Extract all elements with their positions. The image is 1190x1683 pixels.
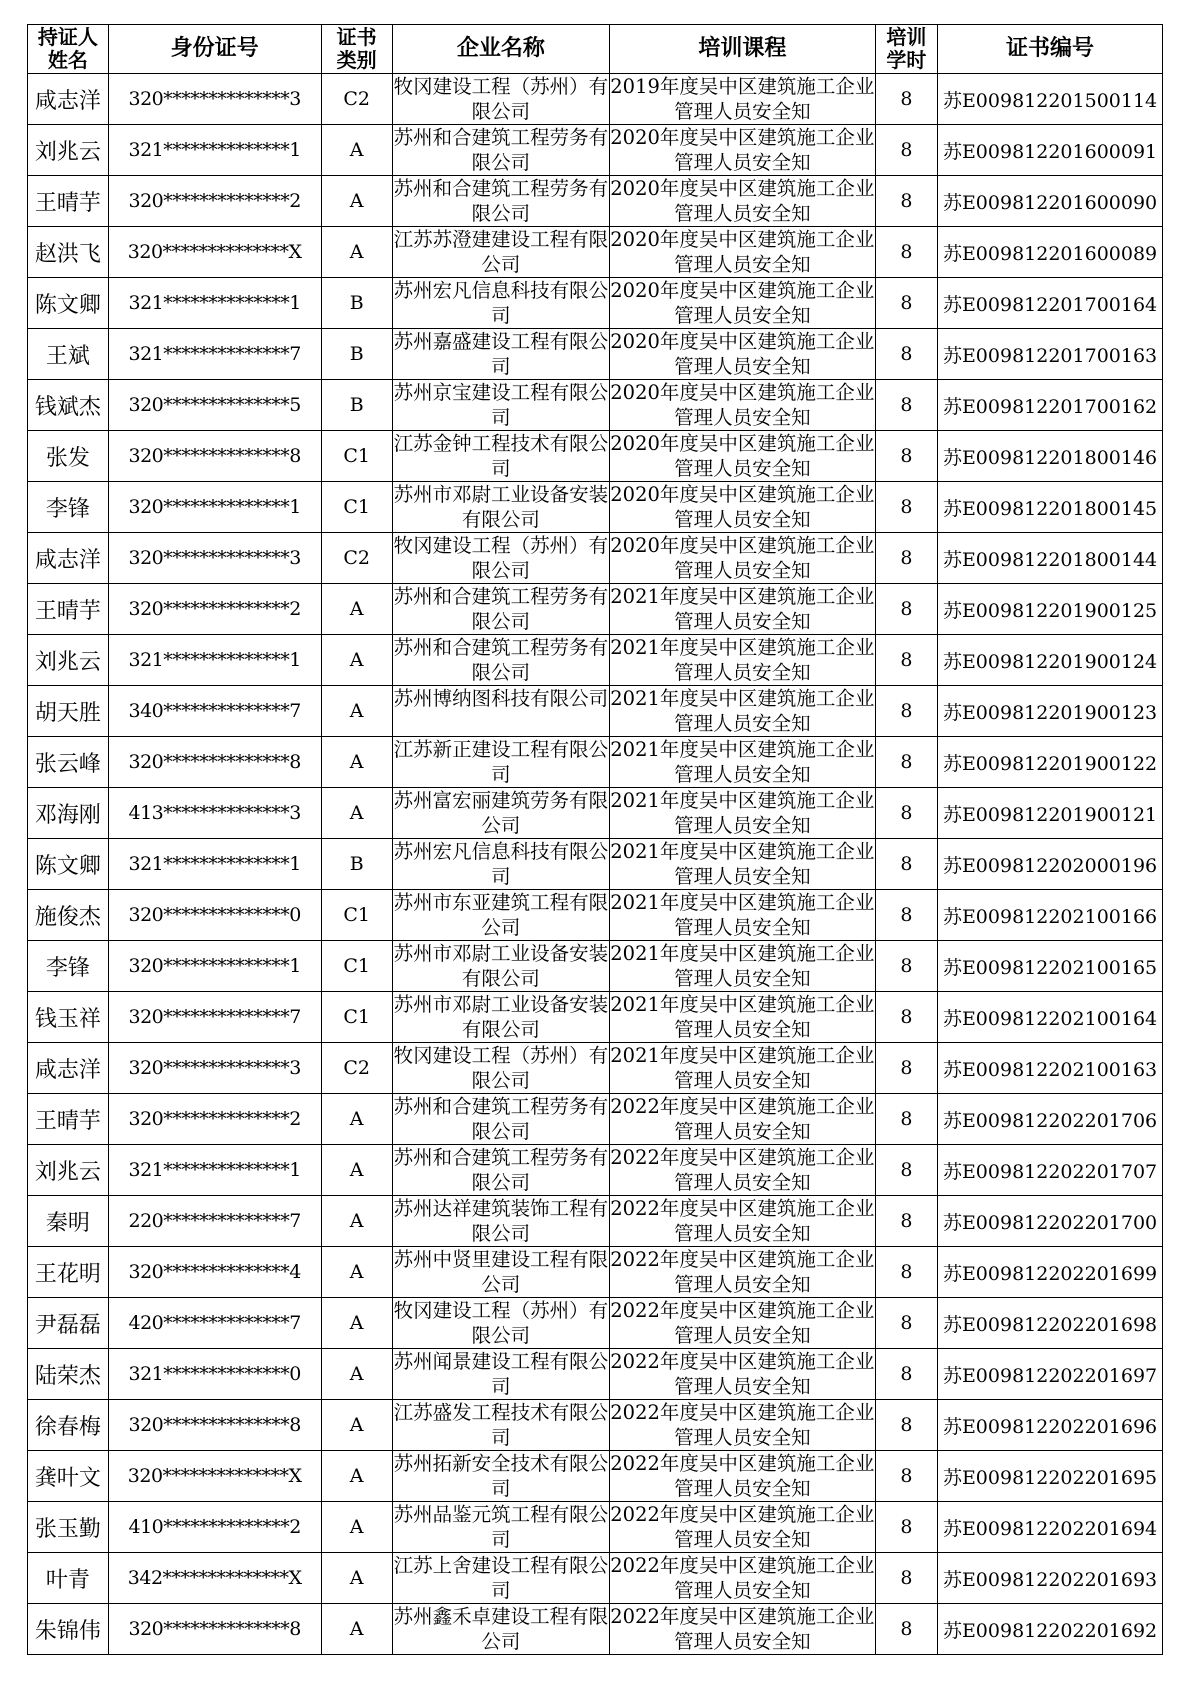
holder-name-cell: 张云峰 [28, 737, 109, 788]
training-course-cell: 2021年度吴中区建筑施工企业管理人员安全知 [610, 993, 875, 1041]
cert-number-cell: 苏E009812202201696 [938, 1400, 1163, 1451]
cert-number-cell: 苏E009812202201693 [938, 1553, 1163, 1604]
table-row [28, 890, 1163, 941]
table-row [28, 227, 1163, 278]
cert-category-cell: C1 [321, 941, 392, 992]
training-course-cell: 2020年度吴中区建筑施工企业管理人员安全知 [610, 228, 875, 276]
table-row [28, 482, 1163, 533]
holder-name-cell: 张发 [28, 431, 109, 482]
holder-name-cell: 钱玉祥 [28, 992, 109, 1043]
training-hours-cell: 8 [875, 1145, 937, 1196]
cert-number-cell: 苏E009812201700162 [938, 380, 1163, 431]
cert-number-cell: 苏E009812202201699 [938, 1247, 1163, 1298]
cert-category-cell: B [321, 329, 392, 380]
holder-name-cell: 张玉勤 [28, 1502, 109, 1553]
cert-number-cell: 苏E009812202201695 [938, 1451, 1163, 1502]
id-number-cell: 320**************8 [108, 1604, 321, 1655]
holder-name-cell: 施俊杰 [28, 890, 109, 941]
company-name-cell: 苏州和合建筑工程劳务有限公司 [393, 585, 609, 633]
id-number-cell: 342**************X [108, 1553, 321, 1604]
company-name-cell: 江苏苏澄建建设工程有限公司 [393, 228, 609, 276]
holder-name-cell: 朱锦伟 [28, 1604, 109, 1655]
cert-number-cell: 苏E009812201900124 [938, 635, 1163, 686]
id-number-cell: 320**************3 [108, 74, 321, 125]
cert-number-cell: 苏E009812201800145 [938, 482, 1163, 533]
table-row [28, 788, 1163, 839]
cert-category-cell: A [321, 1247, 392, 1298]
training-course-cell: 2020年度吴中区建筑施工企业管理人员安全知 [610, 279, 875, 327]
cert-number-cell: 苏E009812201500114 [938, 74, 1163, 125]
training-course-cell: 2022年度吴中区建筑施工企业管理人员安全知 [610, 1248, 875, 1296]
id-number-cell: 320**************1 [108, 482, 321, 533]
company-name-cell: 苏州富宏丽建筑劳务有限公司 [393, 789, 609, 837]
cert-number-cell: 苏E009812202100163 [938, 1043, 1163, 1094]
cert-category-cell: A [321, 788, 392, 839]
table-row [28, 941, 1163, 992]
id-number-cell: 320**************3 [108, 533, 321, 584]
training-course-cell: 2020年度吴中区建筑施工企业管理人员安全知 [610, 483, 875, 531]
cert-number-cell: 苏E009812202201692 [938, 1604, 1163, 1655]
id-number-cell: 320**************1 [108, 941, 321, 992]
training-hours-cell: 8 [875, 890, 937, 941]
id-number-cell: 320**************X [108, 227, 321, 278]
id-number-cell: 320**************5 [108, 380, 321, 431]
training-course-cell: 2021年度吴中区建筑施工企业管理人员安全知 [610, 687, 875, 735]
company-name-cell: 江苏上舍建设工程有限公司 [393, 1554, 609, 1602]
table-row [28, 1247, 1163, 1298]
id-number-cell: 321**************7 [108, 329, 321, 380]
training-hours-cell: 8 [875, 941, 937, 992]
certificate-table [27, 24, 1163, 1655]
cert-category-cell: A [321, 1604, 392, 1655]
training-hours-cell: 8 [875, 176, 937, 227]
training-hours-cell: 8 [875, 1298, 937, 1349]
company-name-cell: 苏州市邓尉工业设备安装有限公司 [393, 993, 609, 1041]
holder-name-cell: 尹磊磊 [28, 1298, 109, 1349]
company-name-cell: 苏州和合建筑工程劳务有限公司 [393, 636, 609, 684]
cert-number-cell: 苏E009812202201706 [938, 1094, 1163, 1145]
cert-category-cell: C1 [321, 992, 392, 1043]
training-course-cell: 2021年度吴中区建筑施工企业管理人员安全知 [610, 585, 875, 633]
cert-number-cell: 苏E009812202000196 [938, 839, 1163, 890]
table-row [28, 533, 1163, 584]
training-course-cell: 2022年度吴中区建筑施工企业管理人员安全知 [610, 1350, 875, 1398]
table-row [28, 278, 1163, 329]
cert-number-cell: 苏E009812201600091 [938, 125, 1163, 176]
id-number-cell: 320**************2 [108, 176, 321, 227]
id-number-cell: 410**************2 [108, 1502, 321, 1553]
company-name-cell: 苏州市邓尉工业设备安装有限公司 [393, 942, 609, 990]
company-name-cell: 苏州和合建筑工程劳务有限公司 [393, 1095, 609, 1143]
header-company-name: 企业名称 [392, 25, 609, 74]
table-row [28, 635, 1163, 686]
cert-category-cell: A [321, 1349, 392, 1400]
table-row [28, 1298, 1163, 1349]
training-hours-cell: 8 [875, 1094, 937, 1145]
holder-name-cell: 龚叶文 [28, 1451, 109, 1502]
training-hours-cell: 8 [875, 533, 937, 584]
table-row [28, 329, 1163, 380]
company-name-cell: 苏州市邓尉工业设备安装有限公司 [393, 483, 609, 531]
company-name-cell: 牧冈建设工程（苏州）有限公司 [393, 1299, 609, 1347]
company-name-cell: 苏州拓新安全技术有限公司 [393, 1452, 609, 1500]
id-number-cell: 320**************8 [108, 737, 321, 788]
id-number-cell: 321**************1 [108, 278, 321, 329]
table-row [28, 992, 1163, 1043]
training-course-cell: 2020年度吴中区建筑施工企业管理人员安全知 [610, 432, 875, 480]
cert-category-cell: A [321, 1400, 392, 1451]
table-row [28, 176, 1163, 227]
training-course-cell: 2022年度吴中区建筑施工企业管理人员安全知 [610, 1503, 875, 1551]
holder-name-cell: 陆荣杰 [28, 1349, 109, 1400]
table-row [28, 686, 1163, 737]
training-hours-cell: 8 [875, 1502, 937, 1553]
table-row [28, 1196, 1163, 1247]
training-hours-cell: 8 [875, 1349, 937, 1400]
cert-category-cell: C1 [321, 890, 392, 941]
company-name-cell: 苏州博纳图科技有限公司 [392, 686, 609, 737]
cert-category-cell: C1 [321, 431, 392, 482]
holder-name-cell: 王晴芋 [28, 1094, 109, 1145]
cert-number-cell: 苏E009812201800144 [938, 533, 1163, 584]
id-number-cell: 320**************2 [108, 1094, 321, 1145]
training-hours-cell: 8 [875, 584, 937, 635]
cert-category-cell: A [321, 1451, 392, 1502]
training-course-cell: 2021年度吴中区建筑施工企业管理人员安全知 [610, 891, 875, 939]
company-name-cell: 牧冈建设工程（苏州）有限公司 [393, 534, 609, 582]
holder-name-cell: 咸志洋 [28, 533, 109, 584]
training-course-cell: 2020年度吴中区建筑施工企业管理人员安全知 [610, 534, 875, 582]
training-hours-cell: 8 [875, 1451, 937, 1502]
id-number-cell: 413**************3 [108, 788, 321, 839]
id-number-cell: 321**************0 [108, 1349, 321, 1400]
header-row [28, 25, 1163, 74]
company-name-cell: 江苏金钟工程技术有限公司 [393, 432, 609, 480]
table-row [28, 1400, 1163, 1451]
cert-category-cell: A [321, 584, 392, 635]
cert-number-cell: 苏E009812202201697 [938, 1349, 1163, 1400]
training-hours-cell: 8 [875, 737, 937, 788]
training-hours-cell: 8 [875, 1604, 937, 1655]
cert-category-cell: A [321, 1502, 392, 1553]
cert-category-cell: A [321, 1196, 392, 1247]
training-hours-cell: 8 [875, 329, 937, 380]
table-row [28, 1349, 1163, 1400]
header-training-hours: 培训 学时 [875, 25, 937, 74]
id-number-cell: 321**************1 [108, 839, 321, 890]
cert-category-cell: A [321, 227, 392, 278]
id-number-cell: 321**************1 [108, 125, 321, 176]
table-row [28, 737, 1163, 788]
training-course-cell: 2021年度吴中区建筑施工企业管理人员安全知 [610, 1044, 875, 1092]
holder-name-cell: 李锋 [28, 482, 109, 533]
cert-category-cell: C2 [321, 1043, 392, 1094]
cert-number-cell: 苏E009812202201700 [938, 1196, 1163, 1247]
header-training-course: 培训课程 [609, 25, 875, 74]
company-name-cell: 苏州中贤里建设工程有限公司 [393, 1248, 609, 1296]
training-hours-cell: 8 [875, 1553, 937, 1604]
company-name-cell: 苏州和合建筑工程劳务有限公司 [393, 1146, 609, 1194]
header-cert-category: 证书 类别 [321, 25, 392, 74]
training-hours-cell: 8 [875, 1400, 937, 1451]
cert-category-cell: B [321, 380, 392, 431]
cert-number-cell: 苏E009812202100165 [938, 941, 1163, 992]
table-row [28, 380, 1163, 431]
training-course-cell: 2020年度吴中区建筑施工企业管理人员安全知 [610, 330, 875, 378]
company-name-cell: 苏州和合建筑工程劳务有限公司 [393, 126, 609, 174]
header-cert-number: 证书编号 [938, 25, 1163, 74]
training-hours-cell: 8 [875, 635, 937, 686]
holder-name-cell: 王晴芋 [28, 176, 109, 227]
training-hours-cell: 8 [875, 278, 937, 329]
id-number-cell: 320**************2 [108, 584, 321, 635]
company-name-cell: 苏州和合建筑工程劳务有限公司 [393, 177, 609, 225]
id-number-cell: 320**************7 [108, 992, 321, 1043]
cert-number-cell: 苏E009812201600089 [938, 227, 1163, 278]
company-name-cell: 苏州闻景建设工程有限公司 [393, 1350, 609, 1398]
table-row [28, 584, 1163, 635]
id-number-cell: 320**************3 [108, 1043, 321, 1094]
cert-category-cell: A [321, 1553, 392, 1604]
holder-name-cell: 陈文卿 [28, 278, 109, 329]
table-row [28, 431, 1163, 482]
table-row [28, 1604, 1163, 1655]
table-row [28, 74, 1163, 125]
training-hours-cell: 8 [875, 1043, 937, 1094]
cert-number-cell: 苏E009812201800146 [938, 431, 1163, 482]
cert-category-cell: A [321, 737, 392, 788]
cert-number-cell: 苏E009812201700164 [938, 278, 1163, 329]
holder-name-cell: 咸志洋 [28, 74, 109, 125]
holder-name-cell: 刘兆云 [28, 125, 109, 176]
holder-name-cell: 秦明 [28, 1196, 109, 1247]
cert-number-cell: 苏E009812202201707 [938, 1145, 1163, 1196]
holder-name-cell: 钱斌杰 [28, 380, 109, 431]
holder-name-cell: 陈文卿 [28, 839, 109, 890]
id-number-cell: 340**************7 [108, 686, 321, 737]
cert-number-cell: 苏E009812201900125 [938, 584, 1163, 635]
id-number-cell: 321**************1 [108, 635, 321, 686]
id-number-cell: 420**************7 [108, 1298, 321, 1349]
training-hours-cell: 8 [875, 839, 937, 890]
holder-name-cell: 叶青 [28, 1553, 109, 1604]
table-row [28, 1094, 1163, 1145]
company-name-cell: 江苏新正建设工程有限公司 [393, 738, 609, 786]
holder-name-cell: 刘兆云 [28, 1145, 109, 1196]
training-course-cell: 2021年度吴中区建筑施工企业管理人员安全知 [610, 840, 875, 888]
cert-category-cell: A [321, 176, 392, 227]
company-name-cell: 牧冈建设工程（苏州）有限公司 [393, 75, 609, 123]
cert-number-cell: 苏E009812202100164 [938, 992, 1163, 1043]
training-course-cell: 2022年度吴中区建筑施工企业管理人员安全知 [610, 1146, 875, 1194]
training-course-cell: 2022年度吴中区建筑施工企业管理人员安全知 [610, 1197, 875, 1245]
training-course-cell: 2020年度吴中区建筑施工企业管理人员安全知 [610, 381, 875, 429]
company-name-cell: 苏州京宝建设工程有限公司 [393, 381, 609, 429]
id-number-cell: 321**************1 [108, 1145, 321, 1196]
cert-category-cell: B [321, 839, 392, 890]
holder-name-cell: 咸志洋 [28, 1043, 109, 1094]
id-number-cell: 320**************8 [108, 1400, 321, 1451]
table-row [28, 839, 1163, 890]
training-course-cell: 2020年度吴中区建筑施工企业管理人员安全知 [610, 126, 875, 174]
cert-number-cell: 苏E009812202100166 [938, 890, 1163, 941]
table-row [28, 1451, 1163, 1502]
training-course-cell: 2022年度吴中区建筑施工企业管理人员安全知 [610, 1452, 875, 1500]
training-hours-cell: 8 [875, 1247, 937, 1298]
company-name-cell: 江苏盛发工程技术有限公司 [393, 1401, 609, 1449]
training-course-cell: 2022年度吴中区建筑施工企业管理人员安全知 [610, 1095, 875, 1143]
training-hours-cell: 8 [875, 380, 937, 431]
company-name-cell: 苏州嘉盛建设工程有限公司 [393, 330, 609, 378]
cert-category-cell: B [321, 278, 392, 329]
company-name-cell: 苏州达祥建筑装饰工程有限公司 [393, 1197, 609, 1245]
cert-number-cell: 苏E009812202201698 [938, 1298, 1163, 1349]
training-course-cell: 2022年度吴中区建筑施工企业管理人员安全知 [610, 1605, 875, 1653]
holder-name-cell: 王晴芋 [28, 584, 109, 635]
holder-name-cell: 李锋 [28, 941, 109, 992]
training-hours-cell: 8 [875, 482, 937, 533]
holder-name-cell: 徐春梅 [28, 1400, 109, 1451]
training-hours-cell: 8 [875, 1196, 937, 1247]
cert-category-cell: A [321, 1298, 392, 1349]
training-course-cell: 2022年度吴中区建筑施工企业管理人员安全知 [610, 1401, 875, 1449]
cert-category-cell: C2 [321, 533, 392, 584]
header-holder-name: 持证人 姓名 [28, 25, 109, 74]
table-row [28, 1502, 1163, 1553]
company-name-cell: 苏州市东亚建筑工程有限公司 [393, 891, 609, 939]
cert-number-cell: 苏E009812201700163 [938, 329, 1163, 380]
holder-name-cell: 胡天胜 [28, 686, 109, 737]
cert-category-cell: C2 [321, 74, 392, 125]
training-course-cell: 2022年度吴中区建筑施工企业管理人员安全知 [610, 1554, 875, 1602]
cert-number-cell: 苏E009812201900122 [938, 737, 1163, 788]
company-name-cell: 苏州品鉴元筑工程有限公司 [393, 1503, 609, 1551]
cert-number-cell: 苏E009812201900121 [938, 788, 1163, 839]
cert-category-cell: A [321, 1094, 392, 1145]
training-hours-cell: 8 [875, 992, 937, 1043]
training-course-cell: 2021年度吴中区建筑施工企业管理人员安全知 [610, 738, 875, 786]
cert-category-cell: C1 [321, 482, 392, 533]
training-hours-cell: 8 [875, 74, 937, 125]
training-course-cell: 2021年度吴中区建筑施工企业管理人员安全知 [610, 789, 875, 837]
table-row [28, 1553, 1163, 1604]
cert-category-cell: A [321, 125, 392, 176]
holder-name-cell: 邓海刚 [28, 788, 109, 839]
training-hours-cell: 8 [875, 227, 937, 278]
holder-name-cell: 王斌 [28, 329, 109, 380]
cert-number-cell: 苏E009812202201694 [938, 1502, 1163, 1553]
company-name-cell: 苏州宏凡信息科技有限公司 [393, 279, 609, 327]
training-hours-cell: 8 [875, 686, 937, 737]
training-course-cell: 2020年度吴中区建筑施工企业管理人员安全知 [610, 177, 875, 225]
training-course-cell: 2021年度吴中区建筑施工企业管理人员安全知 [610, 942, 875, 990]
table-row [28, 1043, 1163, 1094]
company-name-cell: 牧冈建设工程（苏州）有限公司 [393, 1044, 609, 1092]
cert-category-cell: A [321, 686, 392, 737]
training-hours-cell: 8 [875, 431, 937, 482]
id-number-cell: 320**************0 [108, 890, 321, 941]
id-number-cell: 220**************7 [108, 1196, 321, 1247]
id-number-cell: 320**************8 [108, 431, 321, 482]
holder-name-cell: 王花明 [28, 1247, 109, 1298]
holder-name-cell: 刘兆云 [28, 635, 109, 686]
table-header [28, 25, 1163, 74]
training-hours-cell: 8 [875, 788, 937, 839]
company-name-cell: 苏州鑫禾卓建设工程有限公司 [393, 1605, 609, 1653]
cert-number-cell: 苏E009812201900123 [938, 686, 1163, 737]
cert-category-cell: A [321, 1145, 392, 1196]
id-number-cell: 320**************X [108, 1451, 321, 1502]
table-row [28, 125, 1163, 176]
company-name-cell: 苏州宏凡信息科技有限公司 [393, 840, 609, 888]
training-course-cell: 2022年度吴中区建筑施工企业管理人员安全知 [610, 1299, 875, 1347]
table-body [28, 74, 1163, 1655]
cert-number-cell: 苏E009812201600090 [938, 176, 1163, 227]
training-course-cell: 2021年度吴中区建筑施工企业管理人员安全知 [610, 636, 875, 684]
training-hours-cell: 8 [875, 125, 937, 176]
holder-name-cell: 赵洪飞 [28, 227, 109, 278]
training-course-cell: 2019年度吴中区建筑施工企业管理人员安全知 [610, 75, 875, 123]
cert-category-cell: A [321, 635, 392, 686]
header-id-number: 身份证号 [108, 25, 321, 74]
table-row [28, 1145, 1163, 1196]
id-number-cell: 320**************4 [108, 1247, 321, 1298]
